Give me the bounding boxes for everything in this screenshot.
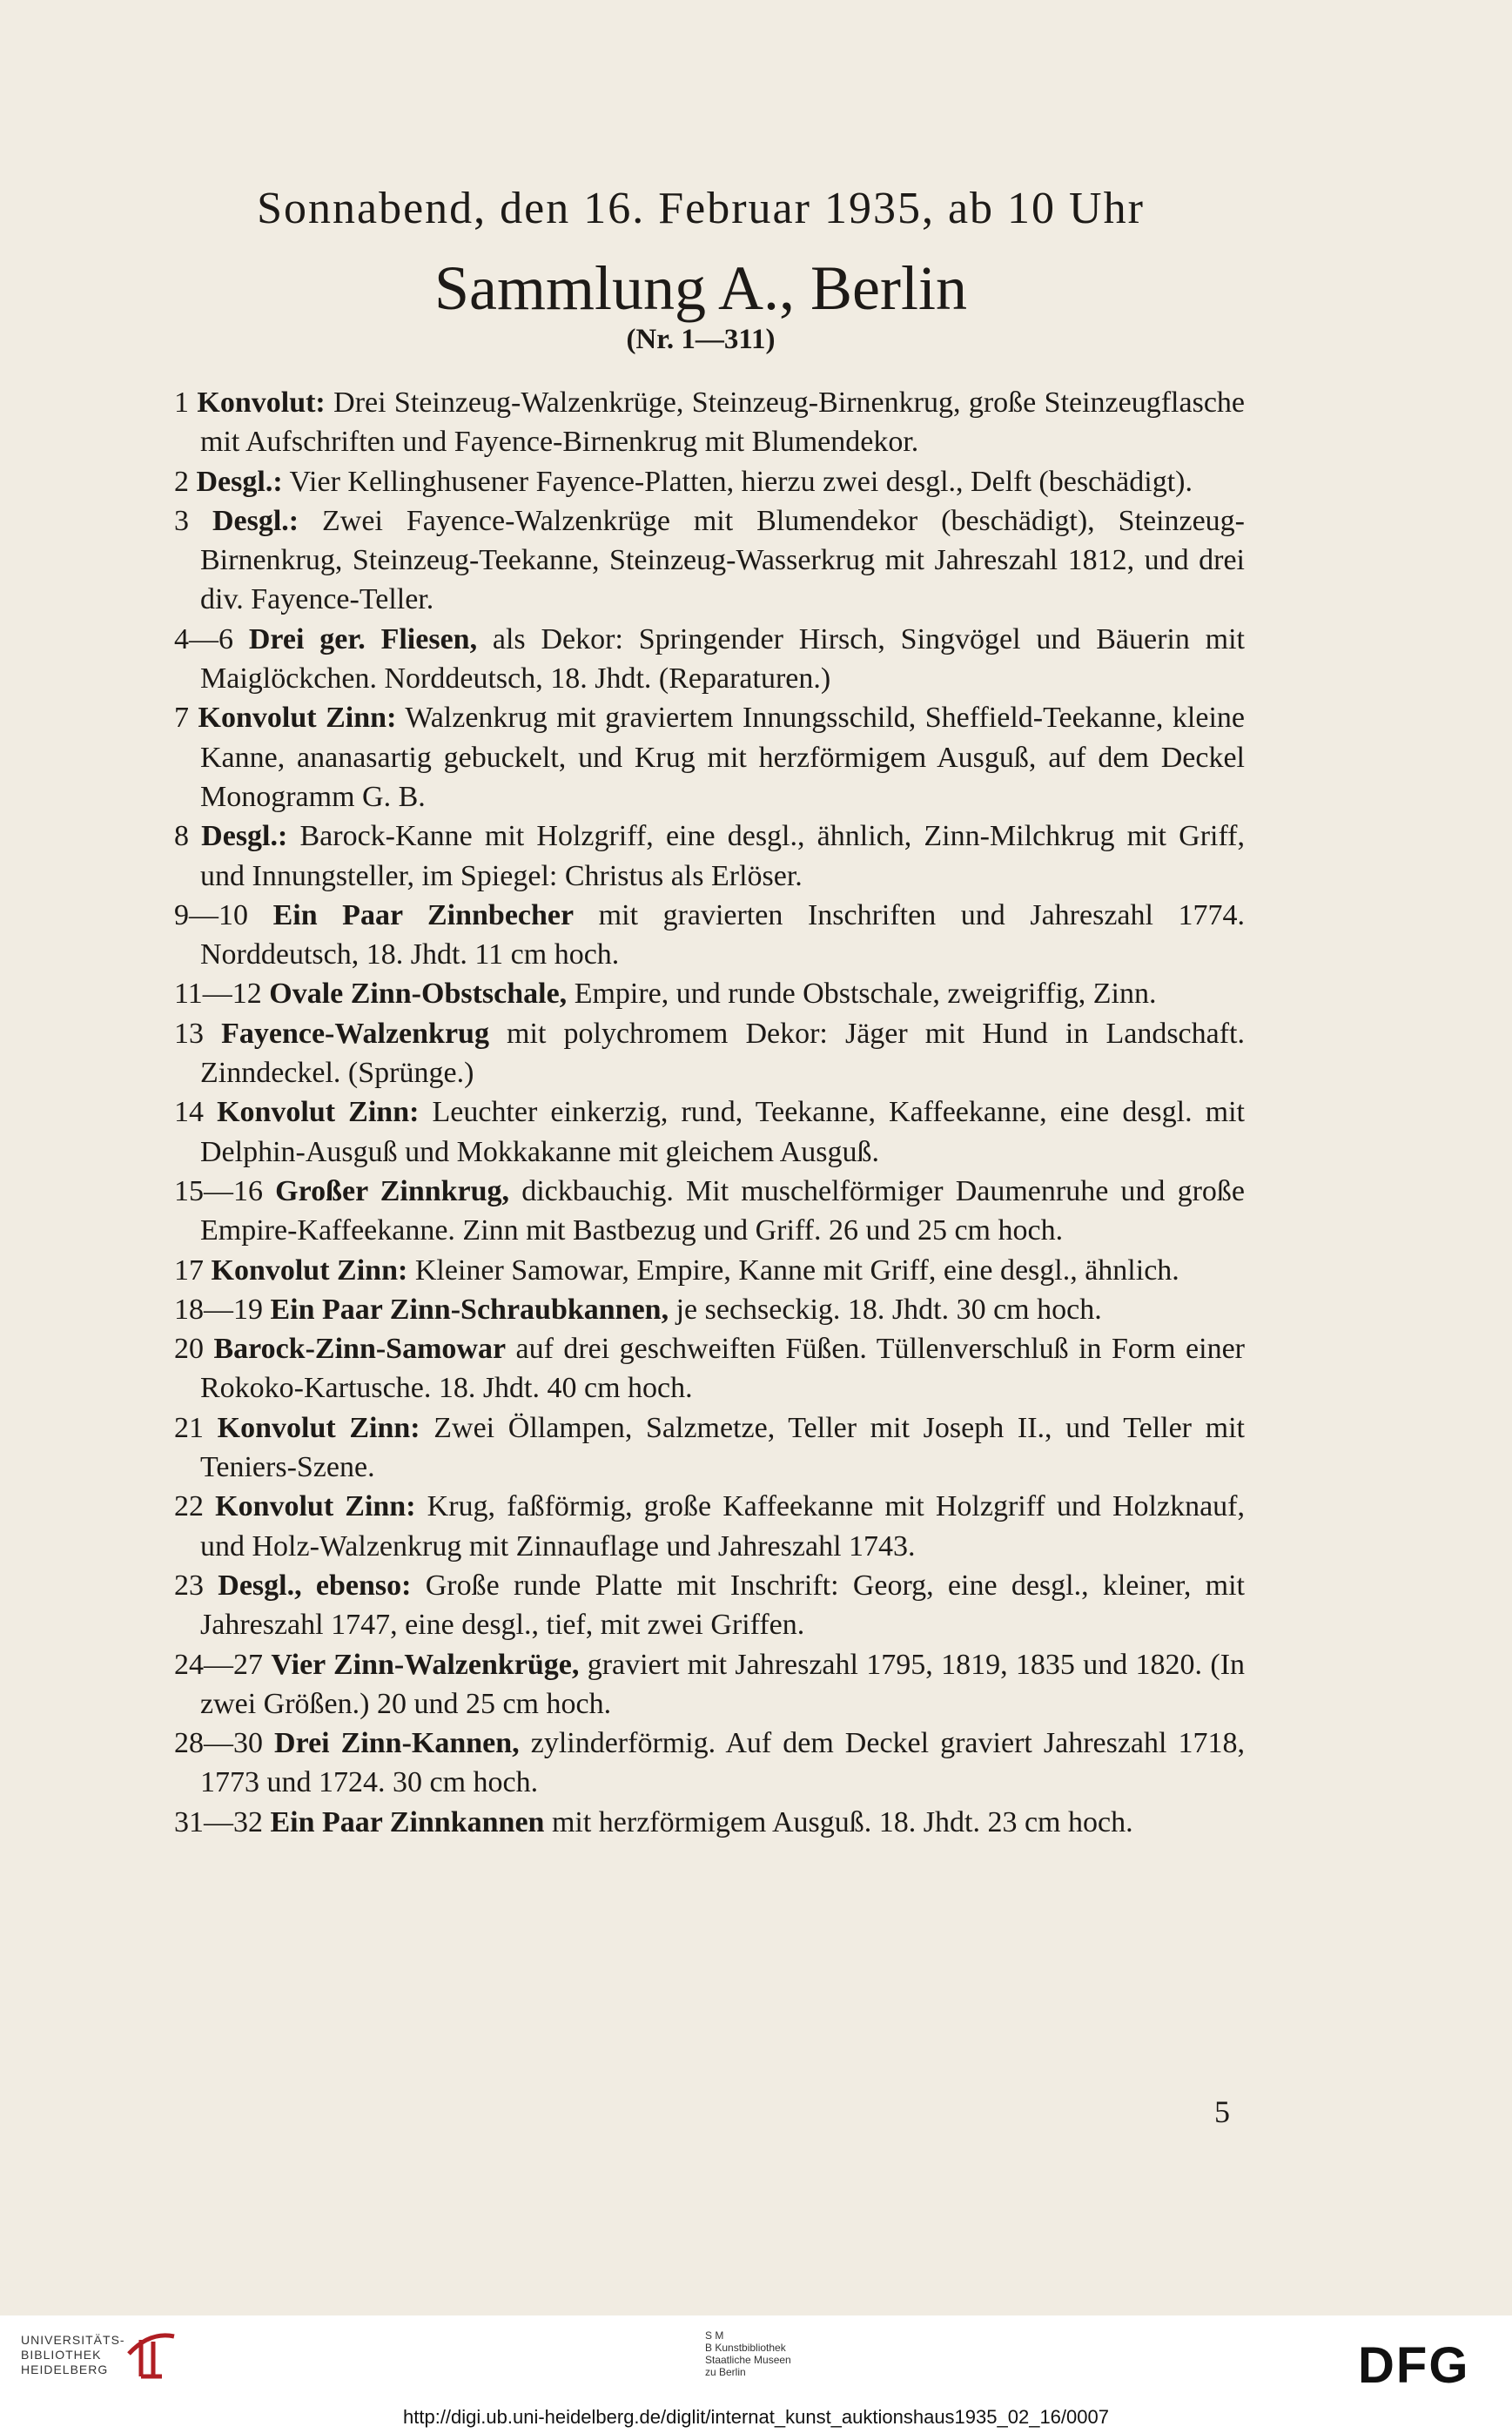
lot-number: 8 (174, 820, 202, 853)
lot-heading: Barock-Zinn-Samowar (213, 1333, 507, 1366)
lot-description: dickbauchig. Mit muschelförmiger Daumenruhe und große Empire-Kaffeekanne. Zinn mit Bastbezug und Griff. 26 und 25 cm hoch. (200, 1174, 1245, 1247)
lot-heading: Desgl., ebenso: (218, 1569, 412, 1602)
lot-entry (174, 1329, 1245, 1408)
lot-entry (174, 1014, 1245, 1093)
lot-number: 24—27 (174, 1648, 272, 1681)
lot-list (174, 383, 1245, 1842)
heidelberg-emblem-icon (124, 2328, 185, 2382)
lot-heading: Konvolut Zinn: (198, 702, 397, 735)
lot-entry (174, 620, 1245, 699)
lot-entry (174, 1566, 1245, 1645)
lot-heading: Großer Zinnkrug, (275, 1174, 510, 1207)
lot-description: auf drei geschweiften Füßen. Tüllenverschluß in Form einer Rokoko-Kartusche. 18. Jhdt. 40 cm hoch. (200, 1333, 1246, 1405)
lot-description: Barock-Kanne mit Holzgriff, eine desgl., ähnlich, Zinn-Milchkrug mit Griff, und Innungsteller, im Spiegel: Christus als Erlöser. (200, 820, 1245, 892)
lot-description: Vier Kellinghusener Fayence-Platten, hierzu zwei desgl., Delft (beschädigt). (282, 465, 1193, 498)
lot-number: 22 (174, 1490, 216, 1523)
lot-number: 20 (174, 1333, 214, 1366)
lot-heading: Ein Paar Zinnkannen (270, 1805, 545, 1838)
heidelberg-library-logo: UNIVERSITÄTS- BIBLIOTHEK HEIDELBERG (21, 2333, 125, 2376)
auction-date-line: Sonnabend, den 16. Februar 1935, ab 10 Uhr (257, 184, 1145, 233)
lot-description: mit gravierten Inschriften und Jahreszahl 1774. Norddeutsch, 18. Jhdt. 11 cm hoch. (200, 898, 1246, 971)
lot-number: 7 (174, 702, 198, 735)
lot-heading: Fayence-Walzenkrug (221, 1017, 489, 1050)
lot-heading: Ein Paar Zinnbecher (272, 898, 575, 931)
lot-number: 28—30 (174, 1727, 275, 1760)
lot-number: 15—16 (174, 1174, 276, 1207)
lot-number: 13 (174, 1017, 222, 1050)
lot-entry (174, 1408, 1245, 1488)
lot-number: 2 (174, 465, 197, 498)
lot-entry (174, 1645, 1245, 1724)
lot-description: Zwei Öllampen, Salzmetze, Teller mit Joseph II., und Teller mit Teniers-Szene. (200, 1411, 1245, 1484)
lot-entry (174, 1487, 1245, 1566)
lot-number: 17 (174, 1253, 212, 1287)
lot-heading: Desgl.: (201, 820, 288, 853)
lot-description: graviert mit Jahreszahl 1795, 1819, 1835 und 1820. (In zwei Größen.) 20 und 25 cm hoch. (200, 1648, 1246, 1720)
lot-description: Krug, faßförmig, große Kaffeekanne mit Holzgriff und Holzknauf, und Holz-Walzenkrug mit Zinnauflage und Jahreszahl 1743. (200, 1490, 1245, 1563)
lot-entry (174, 501, 1245, 620)
lot-description: Empire, und runde Obstschale, zweigriffig, Zinn. (567, 978, 1157, 1011)
lot-number: 9—10 (174, 898, 273, 931)
lot-description: als Dekor: Springender Hirsch, Singvögel und Bäuerin mit Maiglöckchen. Norddeutsch, 18. Jhdt. (Reparaturen.) (200, 622, 1245, 696)
lot-description: mit polychromem Dekor: Jäger mit Hund in Landschaft. Zinndeckel. (Sprünge.) (200, 1017, 1245, 1090)
lot-entry (174, 383, 1245, 462)
lot-entry (174, 896, 1245, 975)
lot-heading: Vier Zinn-Walzenkrüge, (271, 1648, 580, 1681)
lot-entry (174, 974, 1245, 1013)
lot-heading: Drei ger. Fliesen, (248, 622, 478, 655)
lot-description: Leuchter einkerzig, rund, Teekanne, Kaffeekanne, eine desgl. mit Delphin-Ausguß und Mokkakanne mit gleichem Ausguß. (200, 1096, 1246, 1168)
lot-number: 31—32 (174, 1805, 271, 1838)
collection-title: Sammlung A., Berlin (434, 253, 967, 323)
source-url[interactable]: http://digi.ub.uni-heidelberg.de/diglit/internat_kunst_auktionshaus1935_02_16/0007 (403, 2406, 1109, 2428)
staatliche-museen-logo: S M B Kunstbibliothek Staatliche Museen zu Berlin (705, 2329, 791, 2378)
lot-heading: Konvolut Zinn: (211, 1253, 408, 1287)
lot-number: 3 (174, 504, 212, 537)
lot-description: Walzenkrug mit graviertem Innungsschild, Sheffield-Teekanne, kleine Kanne, ananasartig gebuckelt, und Krug mit herzförmigem Ausguß, auf dem Deckel Monogramm G. B. (200, 702, 1245, 813)
footer-bar (0, 2315, 1512, 2433)
lot-entry (174, 1724, 1245, 1803)
lot-entry (174, 1251, 1245, 1290)
lot-heading: Drei Zinn-Kannen, (274, 1727, 520, 1760)
lot-heading: Konvolut Zinn: (217, 1096, 420, 1129)
lot-description: zylinderförmig. Auf dem Deckel graviert Jahreszahl 1718, 1773 und 1724. 30 cm hoch. (200, 1727, 1245, 1799)
lot-entry (174, 1172, 1245, 1251)
lot-range: (Nr. 1—311) (626, 324, 776, 355)
page-number: 5 (1214, 2094, 1230, 2129)
lot-description: mit herzförmigem Ausguß. 18. Jhdt. 23 cm hoch. (544, 1805, 1133, 1838)
lot-heading: Ein Paar Zinn-Schraubkannen, (270, 1293, 669, 1326)
lot-number: 11—12 (174, 978, 270, 1011)
lot-heading: Konvolut: (197, 386, 326, 419)
lot-description: Kleiner Samowar, Empire, Kanne mit Griff, eine desgl., ähnlich. (407, 1253, 1179, 1287)
lot-number: 18—19 (174, 1293, 271, 1326)
lot-number: 1 (174, 386, 198, 419)
lot-description: Drei Steinzeug-Walzenkrüge, Steinzeug-Birnenkrug, große Steinzeugflasche mit Aufschriften und Fayence-Birnenkrug mit Blumendekor. (200, 386, 1246, 459)
lot-heading: Ovale Zinn-Obstschale, (269, 978, 568, 1011)
lot-heading: Desgl.: (196, 465, 283, 498)
lot-description: Zwei Fayence-Walzenkrüge mit Blumendekor (beschädigt), Steinzeug-Birnenkrug, Steinzeug-Teekanne, Steinzeug-Wasserkrug mit Jahreszahl 1812, und drei div. Fayence-Teller. (200, 504, 1245, 616)
lot-heading: Desgl.: (212, 504, 299, 537)
lot-entry (174, 817, 1245, 896)
dfg-logo: DFG (1358, 2337, 1470, 2394)
lot-entry (174, 1290, 1245, 1329)
lot-entry (174, 1803, 1245, 1842)
lot-heading: Konvolut Zinn: (217, 1411, 420, 1444)
lot-entry (174, 698, 1245, 817)
lot-entry (174, 1092, 1245, 1172)
lot-number: 23 (174, 1569, 218, 1602)
lot-entry (174, 462, 1245, 501)
lot-description: je sechseckig. 18. Jhdt. 30 cm hoch. (669, 1293, 1102, 1326)
lot-heading: Konvolut Zinn: (215, 1490, 416, 1523)
lot-description: Große runde Platte mit Inschrift: Georg, eine desgl., kleiner, mit Jahreszahl 1747, eine desgl., tief, mit zwei Griffen. (200, 1569, 1246, 1642)
lot-number: 21 (174, 1411, 218, 1444)
lot-number: 4—6 (174, 622, 249, 655)
lot-number: 14 (174, 1096, 218, 1129)
